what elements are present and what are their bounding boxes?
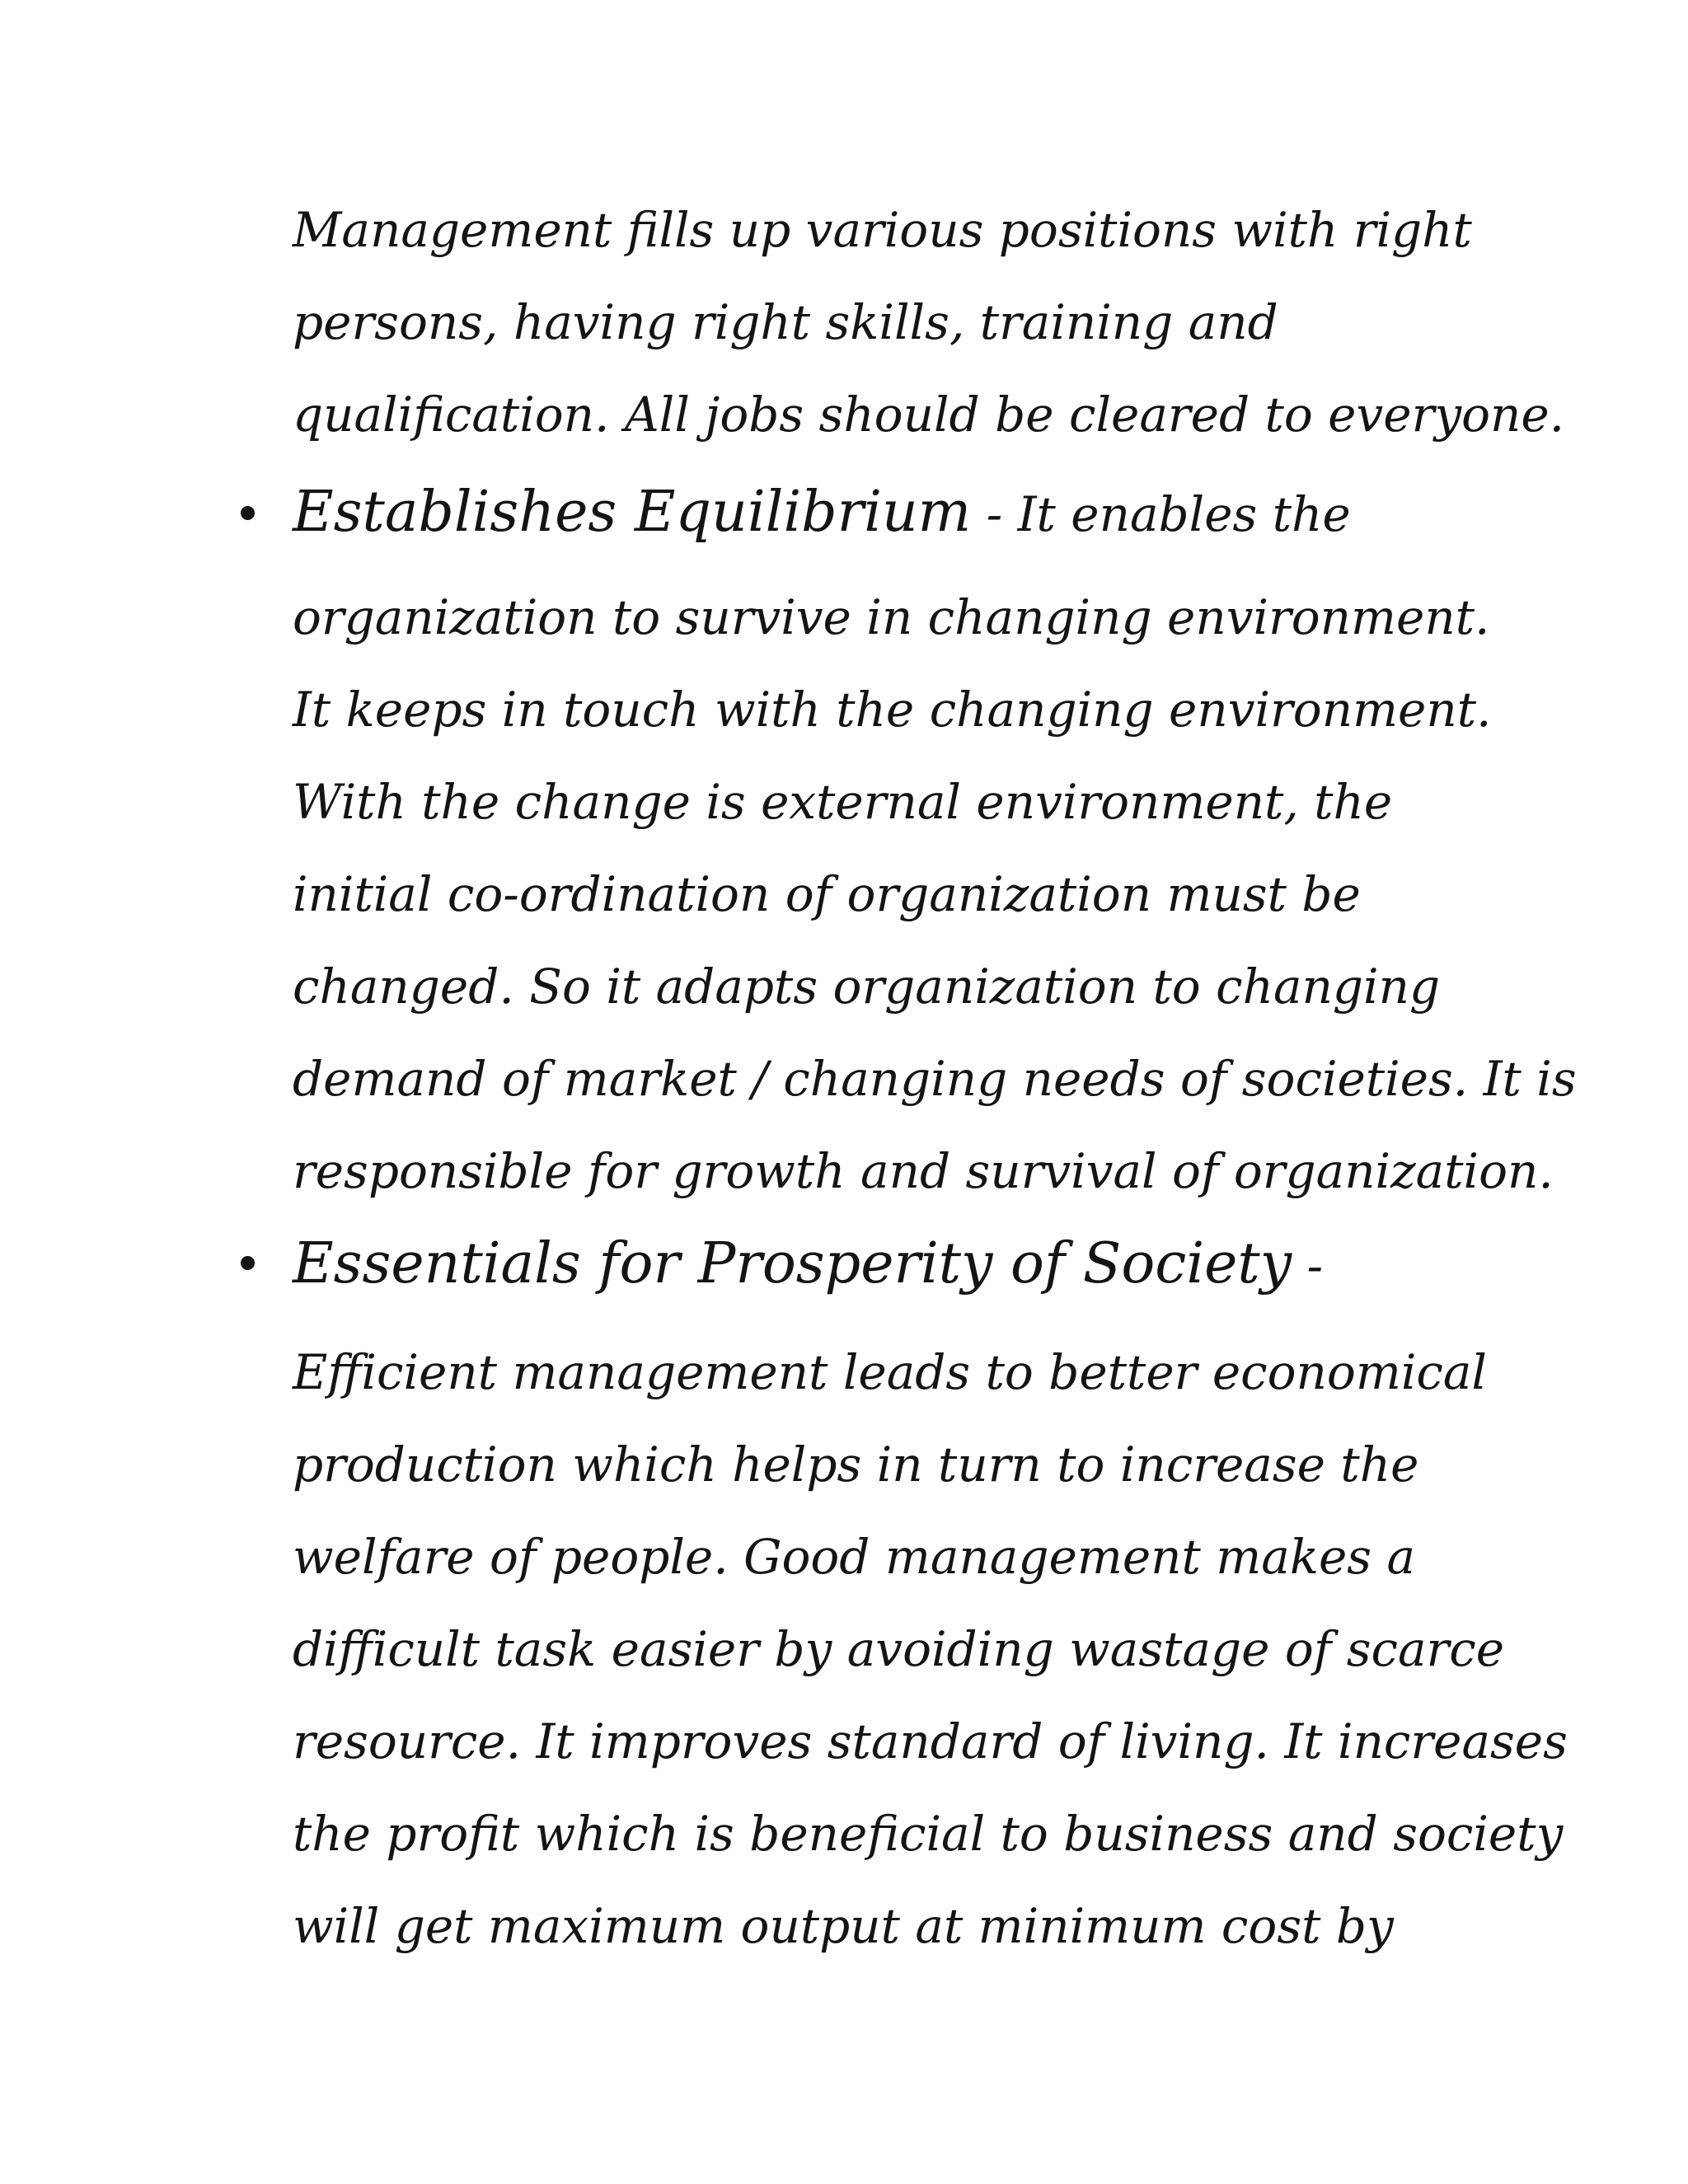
- paragraph-line: will get maximum output at minimum cost by: [293, 1898, 1394, 1954]
- bullet-icon: [241, 506, 255, 520]
- paragraph-line: initial co-ordination of organization must be: [293, 866, 1361, 922]
- section-heading-line: [293, 480, 1351, 545]
- paragraph-line: With the change is external environment, the: [293, 774, 1393, 830]
- paragraph-line: production which helps in turn to increase the: [293, 1436, 1419, 1493]
- paragraph-line: persons, having right skills, training and: [293, 294, 1278, 350]
- paragraph-line: responsible for growth and survival of organization.: [293, 1143, 1554, 1199]
- paragraph-line: organization to survive in changing environment.: [293, 589, 1490, 645]
- section-heading: Essentials for Prosperity of Society: [293, 1231, 1292, 1296]
- section-heading-line: [293, 1231, 1324, 1296]
- paragraph-line: welfare of people. Good management makes a: [293, 1529, 1416, 1585]
- paragraph-line: the profit which is beneficial to business and society: [293, 1806, 1564, 1862]
- bullet-icon: [241, 1256, 255, 1270]
- paragraph-line: qualification. All jobs should be cleared to everyone.: [293, 387, 1565, 443]
- section-heading-tail: -: [1292, 1238, 1324, 1294]
- paragraph-line: It keeps in touch with the changing environment.: [293, 682, 1492, 738]
- paragraph-line: difficult task easier by avoiding wastage of scarce: [293, 1621, 1505, 1677]
- section-heading-tail: - It enables the: [971, 486, 1351, 542]
- paragraph-line: resource. It improves standard of living. It increases: [293, 1713, 1568, 1769]
- paragraph-line: Efficient management leads to better economical: [293, 1344, 1487, 1400]
- paragraph-line: changed. So it adapts organization to changing: [293, 958, 1441, 1015]
- paragraph-line: Management fills up various positions with right: [293, 202, 1472, 258]
- paragraph-line: demand of market / changing needs of societies. It is: [293, 1051, 1577, 1107]
- section-heading: Establishes Equilibrium: [293, 480, 972, 545]
